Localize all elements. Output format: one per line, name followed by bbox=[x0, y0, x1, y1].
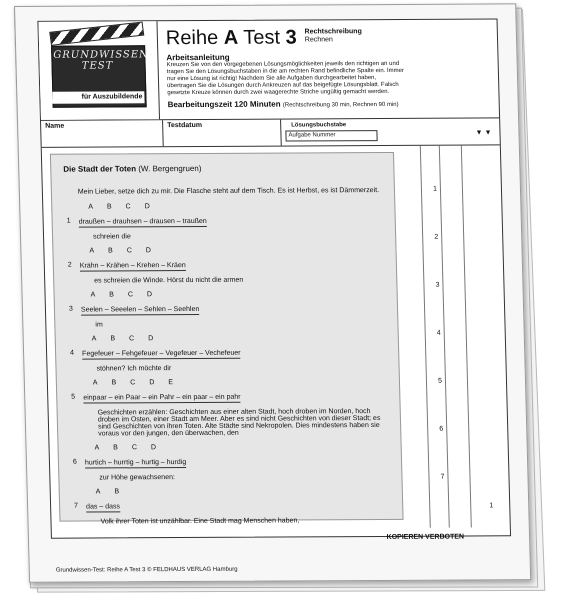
option-choices: Fegefeuer – Fehgefeuer – Vegefeuer – Vechefeuer bbox=[82, 349, 241, 358]
topic-main: Rechtschreibung bbox=[304, 28, 362, 36]
test-page bbox=[14, 3, 531, 582]
task-number-label: Aufgabe Nummer bbox=[285, 130, 377, 141]
question-number: 1 bbox=[66, 217, 71, 225]
question-options bbox=[72, 443, 390, 471]
instructions-heading: Arbeitsanleitung bbox=[166, 52, 230, 63]
question-item bbox=[69, 378, 389, 438]
question-options bbox=[68, 290, 385, 318]
question-item bbox=[64, 202, 383, 241]
topic-sub: Rechnen bbox=[304, 36, 333, 44]
option-letters bbox=[79, 246, 383, 255]
option-choices: Seelen – Seeelen – Sehlen – Seehlen bbox=[80, 305, 200, 314]
option-letter: D bbox=[144, 203, 150, 211]
clapper-stripes bbox=[49, 22, 144, 46]
question-area bbox=[42, 145, 510, 541]
question-item bbox=[68, 334, 387, 373]
question-options bbox=[66, 202, 383, 230]
option-letter: D bbox=[145, 247, 152, 255]
story-continuation: Geschichten erzählen: Geschichten aus einer alten Stadt, hoch droben im Norden, hoch droben im Osten, einer Stadt am Meer. Aber es sind nicht Geschichten von dieser Stadt; es sind Geschichten von ihren Toten. Alte Städte sind Nekropolen. Dies mindestens haben sie voraus vor den jungen, den überwachen, den bbox=[97, 408, 381, 438]
name-field[interactable]: Name bbox=[41, 120, 164, 147]
question-number: 2 bbox=[67, 261, 72, 269]
option-letter: C bbox=[126, 247, 132, 255]
solution-row-number: 6 bbox=[439, 425, 444, 433]
booklet bbox=[4, 6, 524, 594]
question-options bbox=[70, 334, 387, 362]
story-continuation: im bbox=[95, 321, 103, 329]
question-item bbox=[71, 443, 390, 482]
page-frame bbox=[37, 18, 511, 541]
option-choices: einpaar – ein Paar – ein Pahr – ein paar – ein pahr bbox=[83, 393, 241, 402]
option-letter: B bbox=[111, 379, 117, 387]
topic-list bbox=[304, 26, 362, 44]
clapperboard-logo bbox=[38, 21, 160, 120]
option-letter: C bbox=[127, 291, 134, 299]
option-letter: B bbox=[110, 335, 116, 343]
option-letters bbox=[86, 487, 390, 496]
question-number: 4 bbox=[70, 349, 75, 357]
story-continuation: zur Höhe gewachsenen: bbox=[99, 474, 175, 482]
story-panel bbox=[50, 152, 404, 526]
date-field[interactable]: Testdatum bbox=[163, 120, 282, 147]
item-list bbox=[64, 202, 390, 526]
story-continuation: es schreien die Winde. Hörst du nicht die armen bbox=[94, 276, 244, 285]
info-row bbox=[41, 118, 500, 147]
solution-column bbox=[420, 146, 450, 528]
story-author: (W. Bergengruen) bbox=[138, 163, 202, 174]
solution-row-number: 4 bbox=[436, 329, 441, 337]
story-continuation: schreien die bbox=[92, 233, 131, 241]
solution-row-number: 1 bbox=[432, 185, 438, 193]
question-item bbox=[66, 290, 385, 329]
question-number: 3 bbox=[68, 305, 73, 313]
solution-column-secondary bbox=[451, 146, 472, 528]
time-limit bbox=[168, 98, 491, 109]
question-number: 6 bbox=[72, 458, 77, 466]
page-header bbox=[38, 19, 499, 120]
option-letters bbox=[78, 202, 382, 211]
copyright-footer: Grundwissen-Test: Reihe A Test 3 © FELDHAUS VERLAG Hamburg bbox=[55, 566, 238, 574]
arrow-down-icon: ▼▼ bbox=[475, 129, 494, 137]
option-letter: C bbox=[130, 379, 136, 387]
option-letter: D bbox=[148, 335, 154, 343]
option-letter: A bbox=[89, 247, 95, 255]
option-letter: B bbox=[108, 247, 113, 255]
option-letter: B bbox=[106, 203, 112, 211]
solution-row-number: 5 bbox=[437, 377, 443, 385]
instructions-text: Kreuzen Sie von den vorgegebenen Lösungsmöglichkeiten jeweils den richtigen an und tragen Sie den Lösungsbuchstaben in die am rechten Rand befindliche Spalte ein. Immer nur eine Lösung ist richtig! Nachdem Sie alle Aufgaben durchgearbeitet haben, übertragen Sie die Lösungen durch Ankreuzen auf das beigefügte Lösungsblatt. Falsch gesetzte Kreuze können durch zwei waagerechte Striche ungültig gemacht werden. bbox=[166, 60, 405, 97]
story-title: Die Stadt der Toten (W. Bergengruen) bbox=[63, 163, 202, 174]
story-intro: Mein Lieber, setze dich zu mir. Die Flasche steht auf dem Tisch. Es ist Herbst, es ist Dämmerzeit. bbox=[77, 187, 380, 196]
option-letters bbox=[82, 334, 386, 343]
option-choices: Krähn – Krähen – Krehen – Kräen bbox=[79, 262, 186, 270]
logo-subtitle: für Auszubildende bbox=[52, 91, 144, 103]
story-continuation: stöhnen? Ich möchte dir bbox=[96, 365, 172, 373]
option-letter: A bbox=[95, 488, 101, 496]
story-continuation: Volk ihrer Toten ist unzählbar. Eine Stadt mag Menschen haben, bbox=[100, 517, 300, 526]
copy-notice: KOPIEREN VERBOTEN bbox=[386, 533, 465, 541]
header-main bbox=[157, 19, 499, 119]
page-title: Reihe A Test 3 bbox=[165, 26, 298, 50]
option-letter: A bbox=[90, 291, 96, 299]
option-letter: D bbox=[146, 291, 153, 299]
solution-label: Lösungsbuchstabe bbox=[291, 122, 347, 129]
option-letter: A bbox=[94, 444, 100, 452]
page-number: 1 bbox=[489, 502, 494, 510]
question-options bbox=[71, 378, 388, 406]
option-choices: das – dass bbox=[86, 503, 121, 511]
logo-title: GRUNDWISSEN-TEST bbox=[53, 49, 154, 72]
question-options bbox=[74, 487, 391, 515]
option-letter: D bbox=[150, 444, 157, 452]
option-letter: C bbox=[125, 203, 131, 211]
option-letter: A bbox=[88, 203, 94, 211]
option-letters bbox=[85, 443, 389, 452]
option-letter: E bbox=[168, 379, 174, 387]
option-letter: C bbox=[129, 335, 135, 343]
option-letter: B bbox=[114, 488, 120, 496]
option-letter: D bbox=[149, 379, 155, 387]
option-letter: B bbox=[113, 444, 119, 452]
option-letter: B bbox=[109, 291, 115, 299]
option-letters bbox=[83, 378, 387, 387]
time-detail: (Rechtschreibung 30 min, Rechnen 90 min) bbox=[282, 101, 399, 109]
time-label: Bearbeitungszeit 120 Minuten bbox=[167, 99, 281, 110]
question-number: 7 bbox=[74, 502, 79, 510]
solution-header bbox=[281, 118, 500, 145]
option-choices: draußen – drauhsen – drausen – traußen bbox=[78, 217, 207, 226]
question-options bbox=[67, 246, 384, 274]
option-letter: A bbox=[92, 379, 98, 387]
question-number: 5 bbox=[71, 393, 76, 401]
question-item bbox=[65, 246, 384, 285]
option-letter: A bbox=[91, 335, 97, 343]
option-letter: C bbox=[131, 444, 138, 452]
question-item bbox=[72, 487, 391, 526]
solution-row-number: 7 bbox=[440, 473, 445, 481]
solution-row-number: 2 bbox=[434, 233, 439, 241]
option-letters bbox=[80, 290, 384, 299]
option-choices: hurtich – hurrtig – hurtig – hurdig bbox=[84, 459, 187, 467]
solution-row-number: 3 bbox=[435, 281, 440, 289]
